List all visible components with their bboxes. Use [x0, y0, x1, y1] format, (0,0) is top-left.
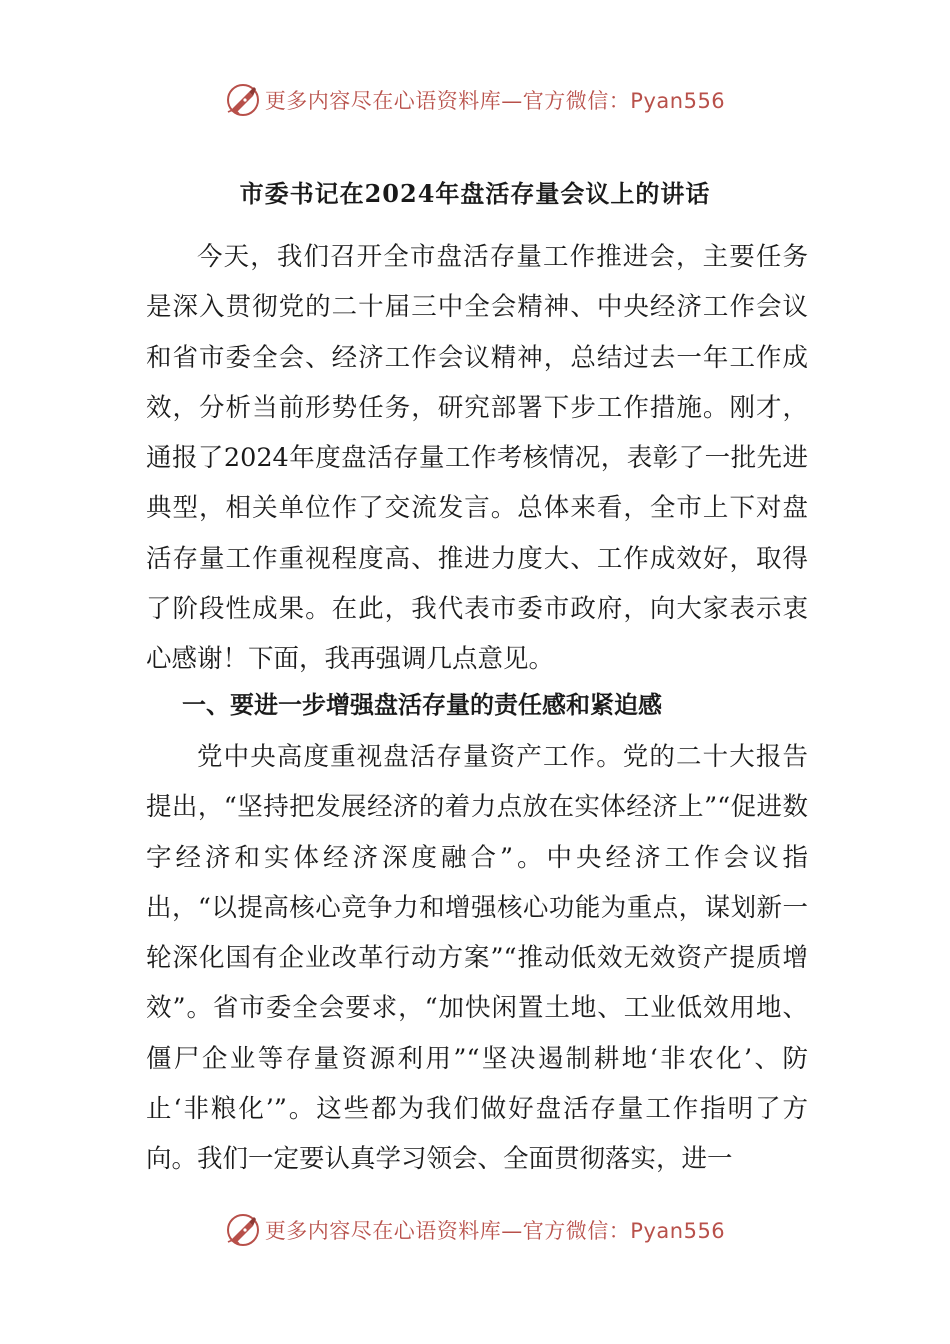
header-banner-text: 更多内容尽在心语资料库—官方微信：Pyan556 — [264, 89, 726, 113]
pen-nib-logo-icon — [225, 82, 261, 118]
section-1-heading: 一、要进一步增强盘活存量的责任感和紧迫感 — [182, 690, 662, 719]
paragraph-1: 今天，我们召开全市盘活存量工作推进会，主要任务是深入贯彻党的二十届三中全会精神、中央经济工作会议和省市委全会、经济工作会议精神，总结过去一年工作成效，分析当前形势任务，研究部署下步工作措施。刚才，通报了2024年度盘活存量工作考核情况，表彰了一批先进典型，相关单位作了交流发言。总体来看，全市上下对盘活存量工作重视程度高、推进力度大、工作成效好，取得了阶段性成果。在此，我代表市委市政府，向大家表示衷心感谢！下面，我再强调几点意见。 — [146, 242, 808, 675]
footer-banner — [0, 1206, 950, 1254]
footer-banner-text: 更多内容尽在心语资料库—官方微信：Pyan556 — [264, 1219, 726, 1243]
document-title: 市委书记在2024年盘活存量会议上的讲话 — [239, 179, 711, 208]
paragraph-2: 党中央高度重视盘活存量资产工作。党的二十大报告提出，“坚持把发展经济的着力点放在实体经济上”“促进数字经济和实体经济深度融合”。中央经济工作会议指出，“以提高核心竞争力和增强核心功能为重点，谋划新一轮深化国有企业改革行动方案”“推动低效无效资产提质增效”。省市委全会要求，“加快闲置土地、工业低效用地、僵尸企业等存量资源利用”“坚决遏制耕地‘非农化’、防止‘非粮化’”。这些都为我们做好盘活存量工作指明了方向。我们一定要认真学习领会、全面贯彻落实，进一 — [146, 742, 808, 1175]
pen-nib-logo-icon — [225, 1212, 261, 1248]
header-banner — [0, 76, 950, 124]
